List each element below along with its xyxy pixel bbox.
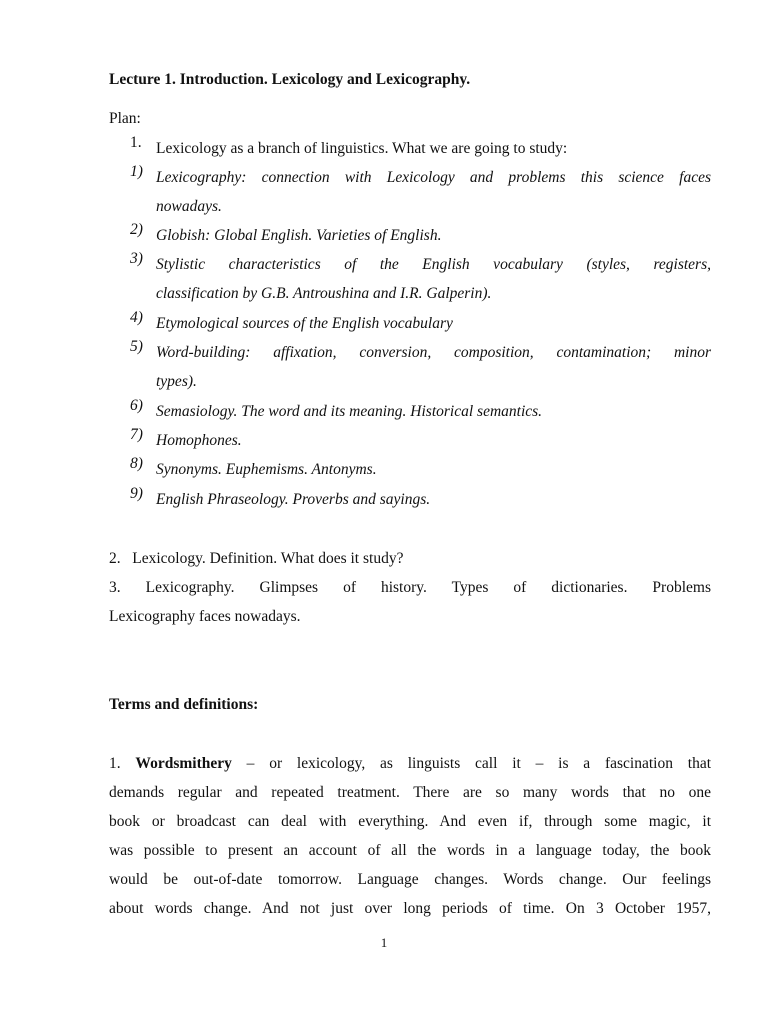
- plan-item-text: Lexicology as a branch of linguistics. What we are going to study:: [156, 140, 568, 157]
- term-1-line: would be out-of-date tomorrow. Language changes. Words change. Our feelings: [109, 871, 711, 888]
- section-3-line: 3. Lexicography. Glimpses of history. Types of dictionaries. Problems: [109, 579, 711, 596]
- plan-item-number: 1.: [130, 134, 142, 151]
- plan-item-text: Globish: Global English. Varieties of English.: [156, 227, 442, 244]
- term-definition-start: – or lexicology, as linguists call it – is a fascination that: [231, 755, 711, 772]
- plan-item-number: 1): [130, 163, 143, 180]
- section-3: [109, 573, 711, 631]
- term-1-line: about words change. And not just over long periods of time. On 3 October 1957,: [109, 900, 711, 917]
- plan-item-number: 8): [130, 455, 143, 472]
- plan-item-number: 7): [130, 426, 143, 443]
- plan-item-text: Semasiology. The word and its meaning. Historical semantics.: [156, 403, 543, 420]
- lecture-title: Lecture 1. Introduction. Lexicology and Lexicography.: [109, 71, 471, 88]
- plan-item-number: 6): [130, 397, 143, 414]
- term-1-line: book or broadcast can deal with everything. And even if, through some magic, it: [109, 813, 711, 830]
- term-1-first-line: [109, 749, 711, 778]
- term-number: 1.: [109, 755, 136, 772]
- plan-item-text: English Phraseology. Proverbs and sayings.: [156, 491, 431, 508]
- term-1-line: was possible to present an account of all the words in a language today, the book: [109, 842, 711, 859]
- terms-heading-text: Terms and definitions:: [109, 696, 259, 713]
- plan-item-text-cont: classification by G.B. Antroushina and I.R. Galperin).: [156, 285, 492, 302]
- plan-item-text: Homophones.: [156, 432, 242, 449]
- term-name: Wordsmithery: [135, 755, 232, 772]
- term-1-line: demands regular and repeated treatment. There are so many words that no one: [109, 784, 711, 801]
- plan-item-text: Stylistic characteristics of the English vocabulary (styles, registers,: [156, 256, 711, 273]
- plan-item-number: 5): [130, 338, 143, 355]
- term-1-paragraph: [109, 749, 711, 923]
- plan-item-text: Synonyms. Euphemisms. Antonyms.: [156, 461, 377, 478]
- plan-item-number: 9): [130, 485, 143, 502]
- plan-item-number: 2): [130, 221, 143, 238]
- section-2-text: 2. Lexicology. Definition. What does it study?: [109, 550, 404, 567]
- section-3-line: Lexicography faces nowadays.: [109, 608, 301, 625]
- plan-item-text: Etymological sources of the English vocabulary: [156, 315, 453, 332]
- plan-item-number: 4): [130, 309, 143, 326]
- plan-item-text-cont: types).: [156, 373, 197, 390]
- plan-item-text: Word-building: affixation, conversion, composition, contamination; minor: [156, 344, 711, 361]
- plan-label: Plan:: [109, 110, 141, 127]
- plan-item-text-cont: nowadays.: [156, 198, 222, 215]
- plan-item-number: 3): [130, 250, 143, 267]
- section-2: [109, 544, 711, 573]
- plan-item-text: Lexicography: connection with Lexicology and problems this science faces: [156, 169, 711, 186]
- page-number: 1: [380, 935, 388, 950]
- terms-heading: [109, 690, 711, 719]
